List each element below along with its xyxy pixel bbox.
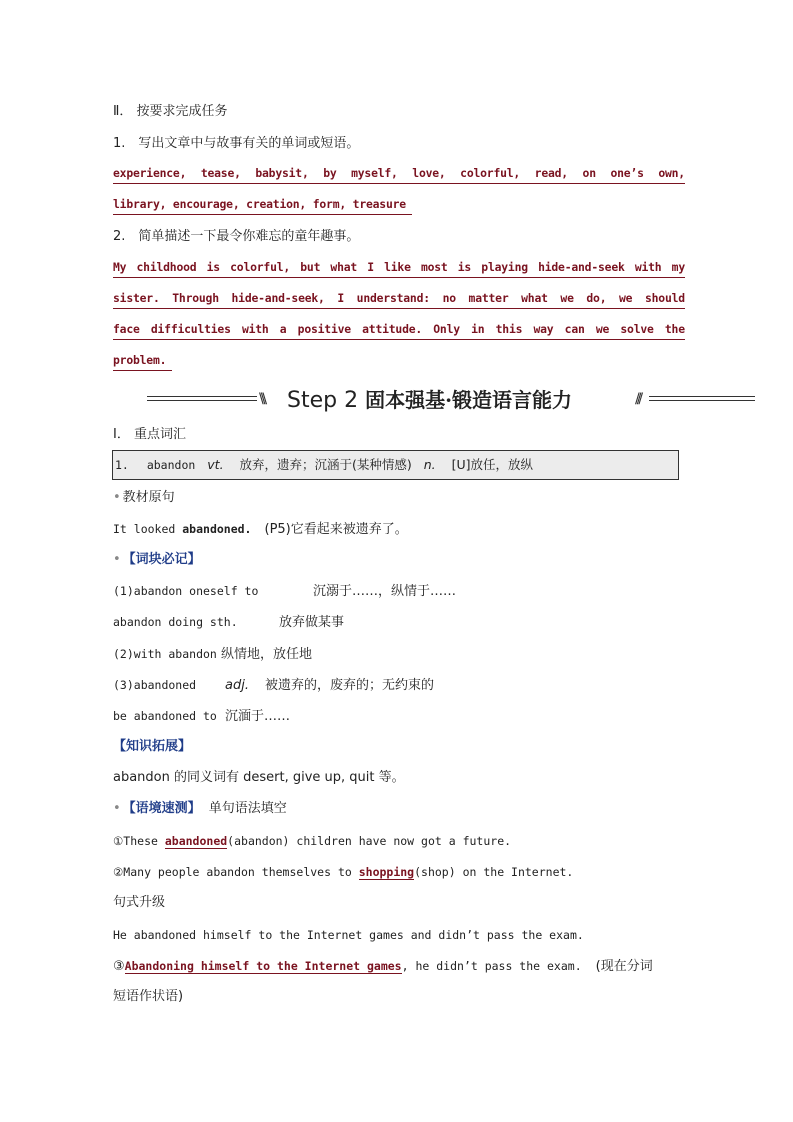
- chunk-5-en: be abandoned to: [113, 709, 217, 723]
- answer-word: is: [457, 260, 472, 274]
- vocab-pos-1: vt.: [207, 457, 224, 472]
- answer-word: no: [442, 291, 456, 305]
- chunk-1-cn: 沉溺于……，纵情于……: [313, 584, 457, 599]
- question-2: 2. 简单描述一下最令你难忘的童年趣事。: [113, 229, 360, 244]
- answer-word: experience,: [113, 166, 187, 180]
- expand-label-text: 【知识拓展】: [113, 739, 192, 754]
- answer-word: read,: [534, 166, 568, 180]
- answer-word: way: [533, 322, 554, 336]
- answer-word: colorful,: [230, 260, 291, 274]
- chunk-1: [113, 582, 688, 601]
- test-1-post: (abandon) children have now got a future.: [227, 834, 512, 848]
- answer-word: we: [560, 291, 574, 305]
- chunk-2-en: abandon doing sth.: [113, 615, 238, 629]
- test-2-post: (shop) on the Internet.: [414, 865, 574, 879]
- answer-word: colorful,: [460, 166, 521, 180]
- chunk-5: [113, 707, 688, 726]
- vocab-pos-2: n.: [423, 457, 436, 472]
- chunk-1-en: (1)abandon oneself to: [113, 584, 259, 598]
- chunk-label-line: [113, 551, 688, 569]
- test-1-pre: ①These: [113, 834, 165, 848]
- test-label-line: [113, 800, 688, 818]
- answer-word: Through: [172, 291, 219, 305]
- answer-word: should: [644, 291, 685, 305]
- banner-title: [287, 384, 572, 413]
- answer-word: playing: [481, 260, 528, 274]
- chunk-3: [113, 645, 688, 664]
- answer-word: Only: [433, 322, 460, 336]
- bullet-icon: •: [113, 552, 121, 567]
- expand-text: abandon 的同义词有 desert, give up, quit 等。: [113, 770, 405, 785]
- answer-word: babysit,: [255, 166, 309, 180]
- answer-word: face: [113, 322, 140, 336]
- vocab-def-1: 放弃，遗弃；沉涵于(某种情感): [239, 457, 412, 472]
- answer-word: we: [595, 322, 610, 336]
- textbook-post: (P5)它看起来被遗弃了。: [251, 522, 408, 537]
- answer-word: one’s: [610, 166, 644, 180]
- answer-word: with: [634, 260, 662, 274]
- chunk-3-cn: 纵情地，放任地: [221, 647, 313, 662]
- answer-word: myself,: [351, 166, 398, 180]
- answer-word: can: [564, 322, 585, 336]
- test-item-2: [113, 863, 688, 882]
- answer-word: own,: [658, 166, 685, 180]
- test-label: 【语境速测】: [122, 801, 201, 816]
- vocab-entry-box: [112, 450, 679, 480]
- vocab-word: abandon: [146, 458, 196, 472]
- test-3-note-1: (现在分词: [595, 959, 653, 974]
- banner-cn-title: 固本强基·锻造语言能力: [365, 388, 573, 412]
- chunk-4: [113, 676, 688, 695]
- answer-word: like: [384, 260, 411, 274]
- question-1: 1. 写出文章中与故事有关的单词或短语。: [113, 136, 360, 151]
- banner-rule-right: [649, 396, 755, 401]
- vocab-def-2: [U]放任，放纵: [451, 457, 534, 472]
- step-banner: [147, 384, 755, 414]
- answer-word: hide-and-seek: [538, 260, 625, 274]
- chunk-label: 【词块必记】: [122, 552, 201, 567]
- answer-1-row-2: library, encourage, creation, form, treasure: [113, 197, 412, 215]
- answer-word: difficulties: [150, 322, 231, 336]
- test-item-1: [113, 832, 688, 851]
- answer-word: matter: [468, 291, 509, 305]
- answer-word: I: [337, 291, 345, 305]
- answer-word: is: [206, 260, 220, 274]
- upgrade-sentence: He abandoned himself to the Internet games and didn’t pass the exam.: [113, 928, 584, 942]
- answer-word: a: [279, 322, 287, 336]
- expand-label: [113, 738, 688, 756]
- chunk-3-en: (2)with abandon: [113, 647, 217, 661]
- answer-1-row-1: [113, 166, 685, 184]
- test-2-pre: ②Many people abandon themselves to: [113, 865, 359, 879]
- answer-word: we: [619, 291, 633, 305]
- answer-2-row-1: [113, 260, 685, 278]
- textbook-label: 教材原句: [122, 490, 175, 505]
- banner-step: Step 2: [287, 388, 359, 413]
- answer-word: positive: [297, 322, 351, 336]
- test-3-note-2: 短语作状语): [113, 989, 184, 1004]
- answer-word: on: [582, 166, 596, 180]
- answer-word: childhood: [136, 260, 197, 274]
- chunk-4-en: (3)abandoned: [113, 678, 197, 692]
- section2-heading: Ⅱ． 按要求完成任务: [113, 104, 228, 119]
- answer-word: do,: [586, 291, 607, 305]
- answer-word: with: [241, 322, 269, 336]
- answer-word: My: [113, 260, 127, 274]
- answer-word: solve: [620, 322, 654, 336]
- test-title: 单句语法填空: [208, 801, 287, 816]
- answer-word: love,: [412, 166, 446, 180]
- banner-hatch-left: \\\: [259, 391, 265, 407]
- test-3-post: , he didn’t pass the exam.: [401, 959, 582, 973]
- textbook-pre: It looked: [113, 522, 183, 536]
- answer-word: I: [367, 260, 374, 274]
- chunk-2: [113, 613, 688, 632]
- bullet-icon: •: [113, 490, 121, 505]
- section1-heading: Ⅰ． 重点词汇: [113, 427, 186, 442]
- answer-word: most: [420, 260, 448, 274]
- test-2-blank: shopping: [358, 865, 415, 879]
- answer-word: what: [521, 291, 548, 305]
- test-1-blank: abandoned: [164, 834, 228, 848]
- answer-word: understand:: [356, 291, 430, 305]
- answer-word: what: [330, 260, 358, 274]
- upgrade-label: 句式升级: [113, 895, 166, 910]
- chunk-4-pos: adj.: [225, 678, 249, 693]
- chunk-5-cn: 沉湎于……: [225, 709, 291, 724]
- answer-word: by: [323, 166, 337, 180]
- textbook-label-line: [113, 489, 688, 507]
- answer-word: hide-and-seek,: [231, 291, 325, 305]
- test-3-blank: Abandoning himself to the Internet games: [124, 959, 402, 973]
- answer-word: tease,: [200, 166, 241, 180]
- answer-word: attitude.: [362, 322, 423, 336]
- answer-word: this: [495, 322, 523, 336]
- test-item-3: [113, 957, 688, 976]
- textbook-sentence: [113, 520, 688, 539]
- answer-word: in: [471, 322, 485, 336]
- banner-hatch-right: ///: [635, 391, 641, 407]
- answer-2-row-3: [113, 322, 685, 340]
- chunk-4-cn: 被遗弃的，废弃的；无约束的: [265, 678, 435, 693]
- answer-2-row-4: problem.: [113, 353, 172, 371]
- chunk-2-cn: 放弃做某事: [279, 615, 345, 630]
- vocab-number: 1.: [115, 458, 129, 472]
- answer-word: the: [664, 322, 685, 336]
- answer-word: sister.: [113, 291, 160, 305]
- bullet-icon: •: [113, 801, 121, 816]
- answer-2-row-2: [113, 291, 685, 309]
- answer-word: my: [671, 260, 685, 274]
- answer-word: but: [300, 260, 321, 274]
- banner-rule-left: [147, 396, 257, 401]
- textbook-bold: abandoned.: [182, 522, 252, 536]
- test-3-num: ③: [113, 959, 125, 974]
